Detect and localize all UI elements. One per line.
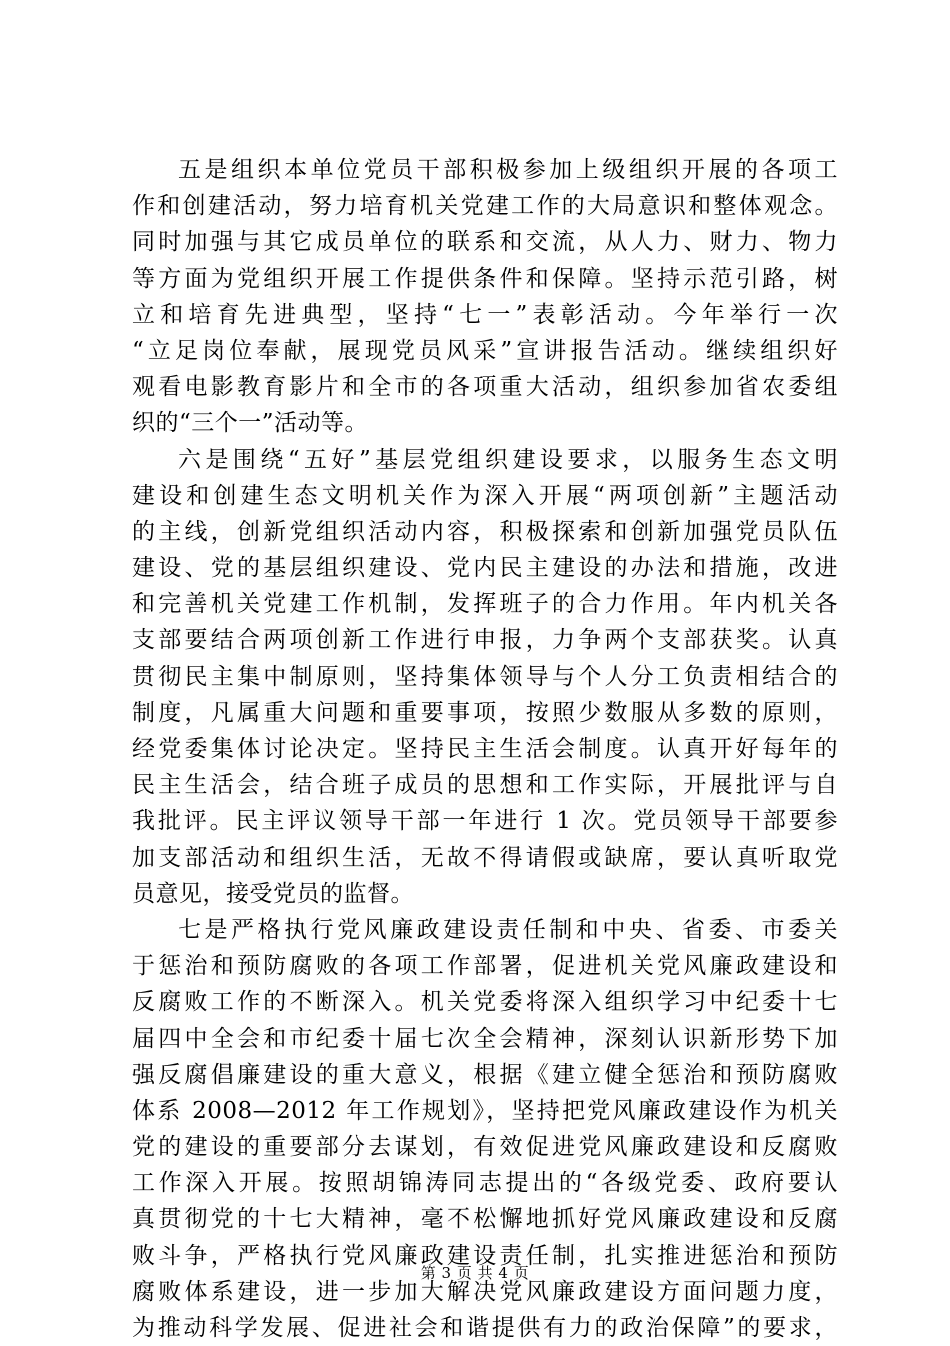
paragraph-line: 工作深入开展。按照胡锦涛同志提出的“各级党委、政府要认	[132, 1170, 838, 1197]
paragraph-line: 支部要结合两项创新工作进行申报，力争两个支部获奖。认真	[132, 627, 838, 654]
paragraph-line: 等方面为党组织开展工作提供条件和保障。坚持示范引路，树	[132, 265, 838, 292]
paragraph-line: 立和培育先进典型，坚持“七一”表彰活动。今年举行一次	[132, 301, 838, 328]
paragraph-line: 腐败体系建设，进一步加大解决党风廉政建设方面问题力度，	[132, 1278, 838, 1305]
paragraph-line: 加支部活动和组织生活，无故不得请假或缺席，要认真听取党	[132, 844, 838, 871]
document-body	[132, 152, 838, 1346]
paragraph-line: 七是严格执行党风廉政建设责任制和中央、省委、市委关	[178, 916, 838, 943]
paragraph-line: 贯彻民主集中制原则，坚持集体领导与个人分工负责相结合的	[132, 663, 838, 690]
paragraph-line: 和完善机关党建工作机制，发挥班子的合力作用。年内机关各	[132, 591, 838, 618]
paragraph-line: 经党委集体讨论决定。坚持民主生活会制度。认真开好每年的	[132, 736, 838, 762]
paragraph-6	[132, 442, 838, 912]
paragraph-line: 织的“三个一”活动等。	[132, 410, 369, 437]
page-number-footer: 第 3 页 共 4 页	[420, 1264, 530, 1282]
paragraph-line: 我批评。民主评议领导干部一年进行 1 次。党员领导干部要参	[132, 808, 838, 835]
paragraph-line: 民主生活会，结合班子成员的思想和工作实际，开展批评与自	[132, 772, 838, 799]
paragraph-line: 届四中全会和市纪委十届七次全会精神，深刻认识新形势下加	[132, 1025, 838, 1052]
paragraph-line: 同时加强与其它成员单位的联系和交流，从人力、财力、物力	[132, 229, 838, 256]
paragraph-line: 于惩治和预防腐败的各项工作部署，促进机关党风廉政建设和	[132, 953, 838, 980]
paragraph-5	[132, 152, 838, 442]
paragraph-line: 员意见，接受党员的监督。	[132, 880, 414, 907]
paragraph-line: 建设和创建生态文明机关作为深入开展“两项创新”主题活动	[132, 482, 838, 509]
paragraph-line: 强反腐倡廉建设的重大意义，根据《建立健全惩治和预防腐败	[132, 1061, 838, 1088]
paragraph-line: 反腐败工作的不断深入。机关党委将深入组织学习中纪委十七	[132, 989, 838, 1016]
paragraph-line: 观看电影教育影片和全市的各项重大活动，组织参加省农委组	[132, 374, 838, 401]
paragraph-line: 真贯彻党的十七大精神，毫不松懈地抓好党风廉政建设和反腐	[132, 1206, 838, 1233]
paragraph-line: 建设、党的基层组织建设、党内民主建设的办法和措施，改进	[132, 555, 838, 582]
paragraph-line: 六是围绕“五好”基层党组织建设要求，以服务生态文明	[178, 446, 838, 473]
paragraph-line: 为推动科学发展、促进社会和谐提供有力的政治保障”的要求，	[132, 1315, 838, 1341]
paragraph-line: 体系 2008—2012 年工作规划》，坚持把党风廉政建设作为机关	[132, 1097, 838, 1124]
paragraph-line: 作和创建活动，努力培育机关党建工作的大局意识和整体观念。	[132, 193, 838, 220]
paragraph-line: 五是组织本单位党员干部积极参加上级组织开展的各项工	[178, 157, 838, 183]
paragraph-line: 的主线，创新党组织活动内容，积极探索和创新加强党员队伍	[132, 518, 838, 545]
paragraph-line: 党的建设的重要部分去谋划，有效促进党风廉政建设和反腐败	[132, 1134, 838, 1161]
paragraph-line: 败斗争，严格执行党风廉政建设责任制，扎实推进惩治和预防	[132, 1242, 838, 1269]
paragraph-line: “立足岗位奉献，展现党员风采”宣讲报告活动。继续组织好	[132, 337, 838, 364]
paragraph-line: 制度，凡属重大问题和重要事项，按照少数服从多数的原则，	[132, 699, 838, 726]
